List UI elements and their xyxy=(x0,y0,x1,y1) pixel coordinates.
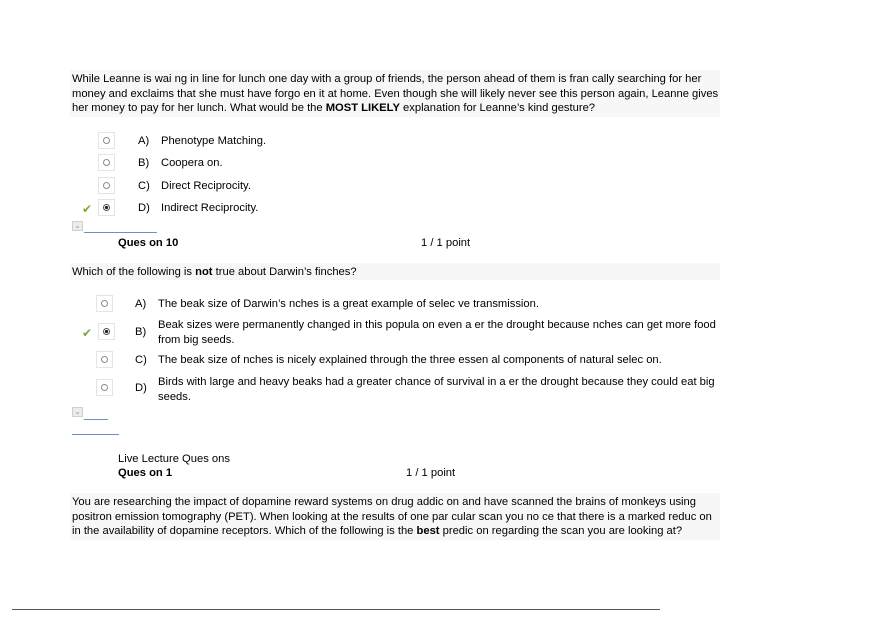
question-prompt-line-2: positron emission tomography (PET). When looking at the results of one par cular scan you no ce that there is a marked reduc on xyxy=(72,510,712,523)
option-letter: D) xyxy=(138,202,150,214)
question-number: Ques on 1 xyxy=(118,467,173,479)
option-letter: D) xyxy=(135,382,147,394)
option-text-line-2: seeds. xyxy=(158,390,191,403)
radio-indicator xyxy=(101,384,108,391)
option-letter: B) xyxy=(135,326,147,338)
radio-indicator xyxy=(103,159,110,166)
correct-check-icon: ✔ xyxy=(82,326,93,340)
prompt-emphasis: MOST LIKELY xyxy=(325,102,400,114)
radio-indicator xyxy=(101,300,108,307)
correct-check-icon: ✔ xyxy=(82,202,93,216)
prompt-emphasis: not xyxy=(195,266,213,278)
prompt-text: her money to pay for her lunch. What would be the xyxy=(72,102,326,114)
question-prompt-line-3 xyxy=(72,101,595,116)
radio-option-b[interactable] xyxy=(98,323,115,340)
radio-option-b[interactable] xyxy=(98,154,115,171)
radio-indicator xyxy=(103,182,110,189)
radio-option-c[interactable] xyxy=(96,351,113,368)
question-number: Ques on 10 xyxy=(118,237,179,249)
footer-divider xyxy=(12,609,660,610)
option-text-line-1: Birds with large and heavy beaks had a greater chance of survival in a er the drought because they could eat big xyxy=(158,376,715,388)
option-letter: B) xyxy=(138,157,150,169)
option-letter: C) xyxy=(138,180,150,192)
section-title: Live Lecture Ques ons xyxy=(118,453,230,465)
question-score: 1 / 1 point xyxy=(421,237,471,249)
question-prompt xyxy=(72,265,357,280)
prompt-text: predic on regarding the scan you are looking at? xyxy=(439,525,683,537)
option-letter: C) xyxy=(135,354,147,366)
prompt-text: Which of the following is xyxy=(72,266,196,278)
radio-indicator xyxy=(103,137,110,144)
radio-option-d[interactable] xyxy=(98,199,115,216)
option-text: Direct Reciprocity. xyxy=(161,180,251,192)
prompt-text: in the availability of dopamine receptors. Which of the following is the xyxy=(72,525,417,537)
option-text: The beak size of nches is nicely explained through the three essen al components of natural selec on. xyxy=(158,354,662,366)
question-prompt-line-1: You are researching the impact of dopamine reward systems on drug addic on and have scanned the brains of monkeys using xyxy=(72,496,696,508)
radio-option-c[interactable] xyxy=(98,177,115,194)
question-score: 1 / 1 point xyxy=(406,467,456,479)
radio-option-d[interactable] xyxy=(96,379,113,396)
prompt-text: true about Darwin’s finches? xyxy=(212,266,357,278)
option-text: Phenotype Matching. xyxy=(161,135,267,147)
option-text-line-2: from big seeds. xyxy=(158,333,235,346)
radio-indicator xyxy=(101,356,108,363)
option-letter: A) xyxy=(135,298,147,310)
question-prompt-line-1: While Leanne is wai ng in line for lunch one day with a group of friends, the person ahead of them is fran cally searching for her xyxy=(72,73,702,85)
feedback-link-underline xyxy=(84,232,157,233)
question-prompt-line-3 xyxy=(72,524,682,539)
feedback-link-underline xyxy=(84,419,108,420)
option-text: Indirect Reciprocity. xyxy=(161,202,259,214)
radio-option-a[interactable] xyxy=(98,132,115,149)
section-link-underline xyxy=(72,434,119,435)
option-text: The beak size of Darwin’s nches is a great example of selec ve transmission. xyxy=(158,298,539,310)
option-text-line-1: Beak sizes were permanently changed in this popula on even a er the drought because nches can get more food xyxy=(158,319,716,331)
radio-indicator-selected xyxy=(103,328,110,335)
collapse-toggle-icon[interactable]: ⌄ xyxy=(72,221,83,231)
option-text: Coopera on. xyxy=(161,157,223,169)
radio-option-a[interactable] xyxy=(96,295,113,312)
prompt-text: explanation for Leanne’s kind gesture? xyxy=(399,102,596,114)
question-prompt-line-2: money and exclaims that she must have forgo en it at home. Even though she will likely never see this person again, Leanne gives xyxy=(72,87,719,100)
option-letter: A) xyxy=(138,135,150,147)
radio-indicator-selected xyxy=(103,204,110,211)
collapse-toggle-icon[interactable]: ⌄ xyxy=(72,407,83,417)
prompt-emphasis: best xyxy=(416,525,440,537)
